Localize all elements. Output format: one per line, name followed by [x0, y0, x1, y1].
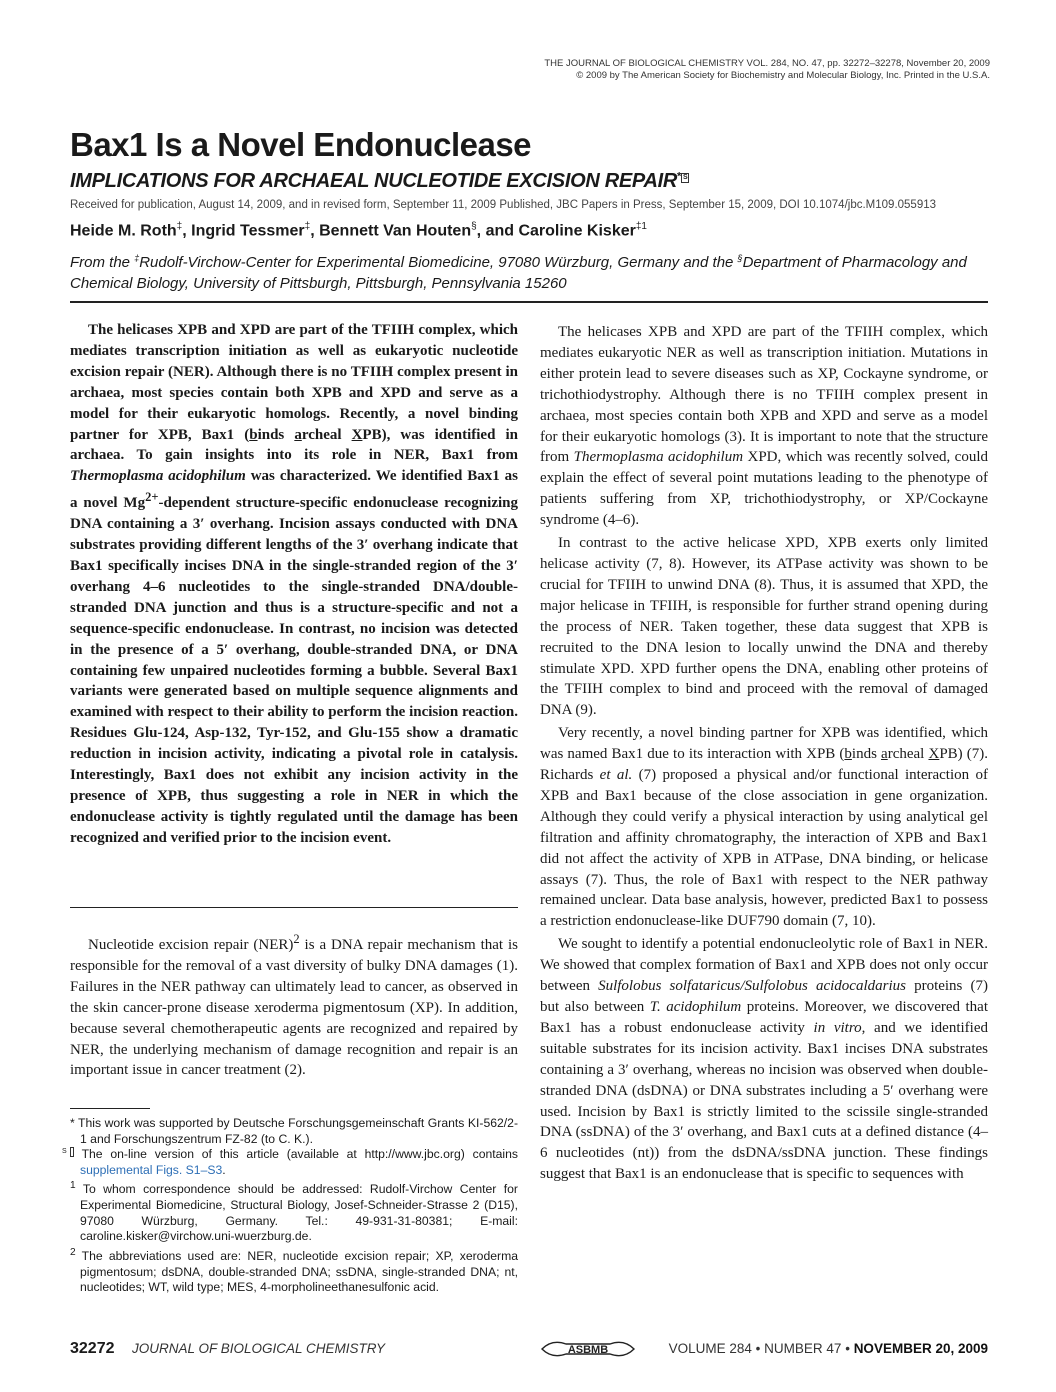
abstract-text: -dependent structure-specific endonuclease recognizing DNA containing a 3′ overhang. Incision assays conducted with DNA substrates providing different lengths of the 3′ overhang indicate that Bax1 specifically incises DNA in the single-stranded region of the 3′ overhang 4–6 nucleotides to the single-stranded DNA/double-stranded DNA junction and thus is a structure-specific and not a sequence-specific endonuclease. In contrast, no incision was detected in the presence of a 5′ overhang, double-stranded DNA, or DNA containing few unpaired nucleotides forming a bubble. Several Bax1 variants were generated based on multiple sequence alignments and examined with respect to their ability to perform the incision reaction. Residues Glu-124, Asp-132, Tyr-152, and Glu-155 show a dramatic reduction in incision activity, indicating a pivotal role in catalysis. Interestingly, Bax1 does not exhibit any incision activity in the presence of XPB, thus suggesting a role in NER in which the endonuclease activity is tightly regulated until the damage has been recognized and verified prior to the incision event.	[70, 495, 518, 846]
article-subtitle	[70, 170, 689, 193]
intro-text: Nucleotide excision repair (NER)	[88, 937, 294, 953]
author-name: Caroline Kisker	[518, 222, 636, 240]
intro-paragraph	[70, 929, 518, 1081]
footnote-mark: 2	[70, 1246, 76, 1258]
footnote-ref: 2	[293, 932, 300, 946]
abstract-text: PB), was identified in archaea. To gain insights into its role in NER, Bax1 from	[70, 426, 518, 464]
volume-issue	[669, 1341, 988, 1356]
abstract-underline: X	[351, 426, 363, 443]
abstract	[70, 320, 518, 849]
footnote-funding	[70, 1116, 518, 1147]
species-name: T. acidophilum	[649, 999, 742, 1015]
footnote-abbreviations	[70, 1245, 518, 1296]
abstract-underline: b	[249, 426, 258, 443]
author-sep: ,	[310, 222, 320, 240]
abstract-divider	[70, 907, 518, 908]
author-list	[70, 221, 647, 240]
author-name: Bennett Van Houten	[319, 222, 472, 240]
header-divider	[70, 301, 988, 303]
asbmb-logo-icon	[540, 1338, 636, 1360]
abstract-superscript: 2+	[145, 490, 159, 505]
footnote-supplemental	[62, 1147, 518, 1178]
issue-date: NOVEMBER 20, 2009	[853, 1341, 988, 1356]
body-paragraph	[540, 934, 988, 1185]
author-name: Ingrid Tessmer	[191, 222, 305, 240]
subtitle-footnote-mark: *	[677, 170, 682, 183]
affil-text: Rudolf-Virchow-Center for Experimental Biomedicine, 97080 Würzburg, Germany and the	[139, 254, 738, 271]
author-mark: §	[471, 221, 477, 232]
body-paragraph	[540, 322, 988, 531]
footnote-mark: *	[70, 1116, 75, 1130]
supplemental-link[interactable]: supplemental Figs. S1–S3	[80, 1162, 223, 1177]
footnote-text: This work was supported by Deutsche Forschungsgemeinschaft Grants KI-562/2-1 and Forschungszentrum FZ-82 (to C. K.).	[78, 1116, 518, 1146]
right-column	[540, 322, 988, 1187]
affil-pre: From the	[70, 254, 135, 271]
body-text: rcheal	[887, 746, 929, 763]
body-text: Very recently, a novel binding partner for XPB was identified, which was named Bax1 due to its interaction with XPB (	[540, 725, 988, 763]
body-text: (7) proposed a physical and/or functional interaction of XPB and Bax1 because of the close association in gene organization. Although they could verify a physical interaction by using analytical gel filtration and affinity chromatography, the interaction of XPB and Bax1 did not affect the activity of XPB in ATPase, DNA binding, or helicase assays (7). Thus, the role of Bax1 with respect to the NER pathway remained unclear. Data base analysis, however, predicted Bax1 to possess a restriction endonuclease-like DUF790 domain (7, 10).	[540, 767, 988, 930]
species-name: Thermoplasma acidophilum	[573, 449, 744, 466]
author-sep: , and	[476, 222, 519, 240]
body-text: inds	[851, 746, 882, 763]
body-text: PB) (7). Richards	[540, 746, 989, 784]
author-mark: ‡	[176, 221, 183, 232]
affil-mark: §	[737, 253, 743, 263]
journal-name: JOURNAL OF BIOLOGICAL CHEMISTRY	[132, 1341, 386, 1356]
body-text: , and we identified suitable substrates for its incision activity. Bax1 incises DNA substrates containing a 3′ overhang, whereas no incision was observed when double-stranded DNA (dsDNA) or DNA substrates including a 5′ overhang were used. Incision by Bax1 is strictly limited to the scissile single-stranded DNA (ssDNA) of the 3′ overhang, and Bax1 cuts at a defined distance (4–6 nucleotides (nt)) from the dsDNA/ssDNA junction. These findings suggest that Bax1 is an endonuclease that is specific to sequences with	[540, 1019, 988, 1183]
supplemental-icon: S	[683, 174, 688, 182]
body-text: We sought to identify a potential endonucleolytic role of Bax1 in NER. We showed that complex formation of Bax1 and XPB does not only occur between	[540, 936, 988, 995]
publication-dates: Received for publication, August 14, 2009, and in revised form, September 11, 2009 Published, JBC Papers in Press, September 15, 2009, DOI 10.1074/jbc.M109.055913	[70, 199, 937, 211]
body-text: The helicases XPB and XPD are part of the TFIIH complex, which mediates eukaryotic NER as well as transcription initiation. Mutations in either protein lead to severe diseases such as XP, Cockayne syndrome, or trichothiodystrophy. Although there is no TFIIH complex present in archaea, most species contain both XPB and XPD and serve as a model for their eukaryotic homologs (3). It is important to note that the structure from	[540, 324, 988, 466]
footnote-text: To whom correspondence should be addressed: Rudolf-Virchow Center for Experimental Biomedicine, Structural Biology, Josef-Schneider-Strasse 2 (D15), 97080 Würzburg, Germany. Tel.: 49-931-31-80381; E-mail: caroline.kisker@virchow.uni-wuerzburg.de.	[80, 1182, 518, 1244]
body-text: XPD, which was recently solved, could explain the effect of several point mutations leading to the phenotype of patients suffering from XP, trichothiodystrophy, or XP/Cockayne syndrome (4–6).	[540, 449, 988, 529]
separator-dot: •	[755, 1341, 761, 1356]
species-name: Sulfolobus solfataricus/Sulfolobus acidocaldarius	[598, 978, 906, 995]
logo-text: ASBMB	[567, 1344, 609, 1356]
footnotes	[62, 1116, 519, 1296]
body-text: proteins (7) but also between	[540, 978, 988, 1015]
intro-text: is a DNA repair mechanism that is responsible for the removal of a vast diversity of bulky DNA damages (1). Failures in the NER pathway can ultimately lead to cancer, as observed in the skin cancer-prone disease xeroderma pigmentosum (XP). In addition, because several chemotherapeutic agents are recognized and repaired by NER, the underlying mechanism of damage recognition and repair is an important issue in cancer treatment (2).	[70, 937, 518, 1079]
footnote-correspondence	[70, 1178, 518, 1244]
footnote-text: The on-line version of this article (available at http://www.jbc.org) contains	[81, 1147, 518, 1162]
body-underline: a	[881, 746, 888, 763]
abstract-text: rcheal	[301, 426, 352, 443]
abstract-text: The helicases XPB and XPD are part of the TFIIH complex, which mediates transcription initiation as well as eukaryotic nucleotide excision repair (NER). Although there is no TFIIH complex present in archaea, most species contain both XPB and XPD and serve as a model for their eukaryotic homologs. Recently, a novel binding partner for XPB, Bax1 (	[70, 322, 518, 443]
author-name: Heide M. Roth	[70, 222, 177, 240]
copyright-line: © 2009 by The American Society for Biochemistry and Molecular Biology, Inc. Printed in the U.S.A.	[576, 70, 990, 81]
journal-citation: THE JOURNAL OF BIOLOGICAL CHEMISTRY VOL. 284, NO. 47, pp. 32272–32278, November 20, 2009	[544, 58, 990, 69]
page-number: 32272	[70, 1340, 115, 1357]
volume: VOLUME 284	[668, 1341, 752, 1356]
subtitle-text: IMPLICATIONS FOR ARCHAEAL NUCLEOTIDE EXCISION REPAIR	[70, 170, 678, 192]
issue-number: NUMBER 47	[764, 1341, 842, 1356]
supplemental-icon: S	[70, 1147, 74, 1157]
affil-text: Department of Pharmacology and Chemical Biology, University of Pittsburgh, Pittsburgh, Pennsylvania 15260	[70, 254, 967, 292]
body-paragraph	[540, 723, 988, 932]
abstract-text: was characterized. We identified Bax1 as a novel Mg	[70, 468, 519, 512]
abstract-underline: a	[294, 426, 302, 443]
species-name: Thermoplasma acidophilum	[70, 468, 246, 485]
affiliations	[70, 248, 970, 294]
body-paragraph: In contrast to the active helicase XPD, XPB exerts only limited helicase activity (7, 8). However, its ATPase activity was shown to be crucial for TFIIH to unwind DNA (8). Thus, it is assumed that XPD, the major helicase in TFIIH, is responsible for further strand opening during the process of NER. Taken together, these data suggest that XPB is recruited to the DNA lesion to locally unwind the DNA and thereby stimulate XPD. XPD further opens the DNA, enabling other proteins of the TFIIH complex to bind and proceed with the removal of damaged DNA (9).	[540, 535, 988, 719]
journal-header	[544, 58, 990, 82]
separator-dot: •	[845, 1341, 850, 1356]
footnote-divider	[70, 1108, 150, 1109]
body-text: proteins. Moreover, we discovered that Bax1 has a robust endonuclease activity	[540, 999, 988, 1036]
author-mark: ‡	[304, 221, 311, 232]
footnote-text: The abbreviations used are: NER, nucleotide excision repair; XP, xeroderma pigmentosum; dsDNA, double-stranded DNA; ssDNA, single-stranded DNA; nt, nucleotides; WT, wild type; MES, 4-morpholineethanesulfonic acid.	[80, 1248, 519, 1295]
article-title: Bax1 Is a Novel Endonuclease	[70, 126, 532, 163]
affil-mark: ‡	[134, 253, 140, 263]
page-footer	[70, 1340, 988, 1362]
body-underline: b	[844, 746, 852, 763]
body-italic: et al.	[599, 767, 633, 784]
footnote-mark: 1	[70, 1180, 76, 1192]
body-underline: X	[928, 746, 940, 763]
body-italic: in vitro	[813, 1019, 862, 1036]
author-sep: ,	[182, 222, 192, 240]
footnote-text: .	[222, 1162, 226, 1177]
abstract-text: inds	[257, 426, 295, 443]
author-mark: ‡1	[635, 221, 647, 232]
